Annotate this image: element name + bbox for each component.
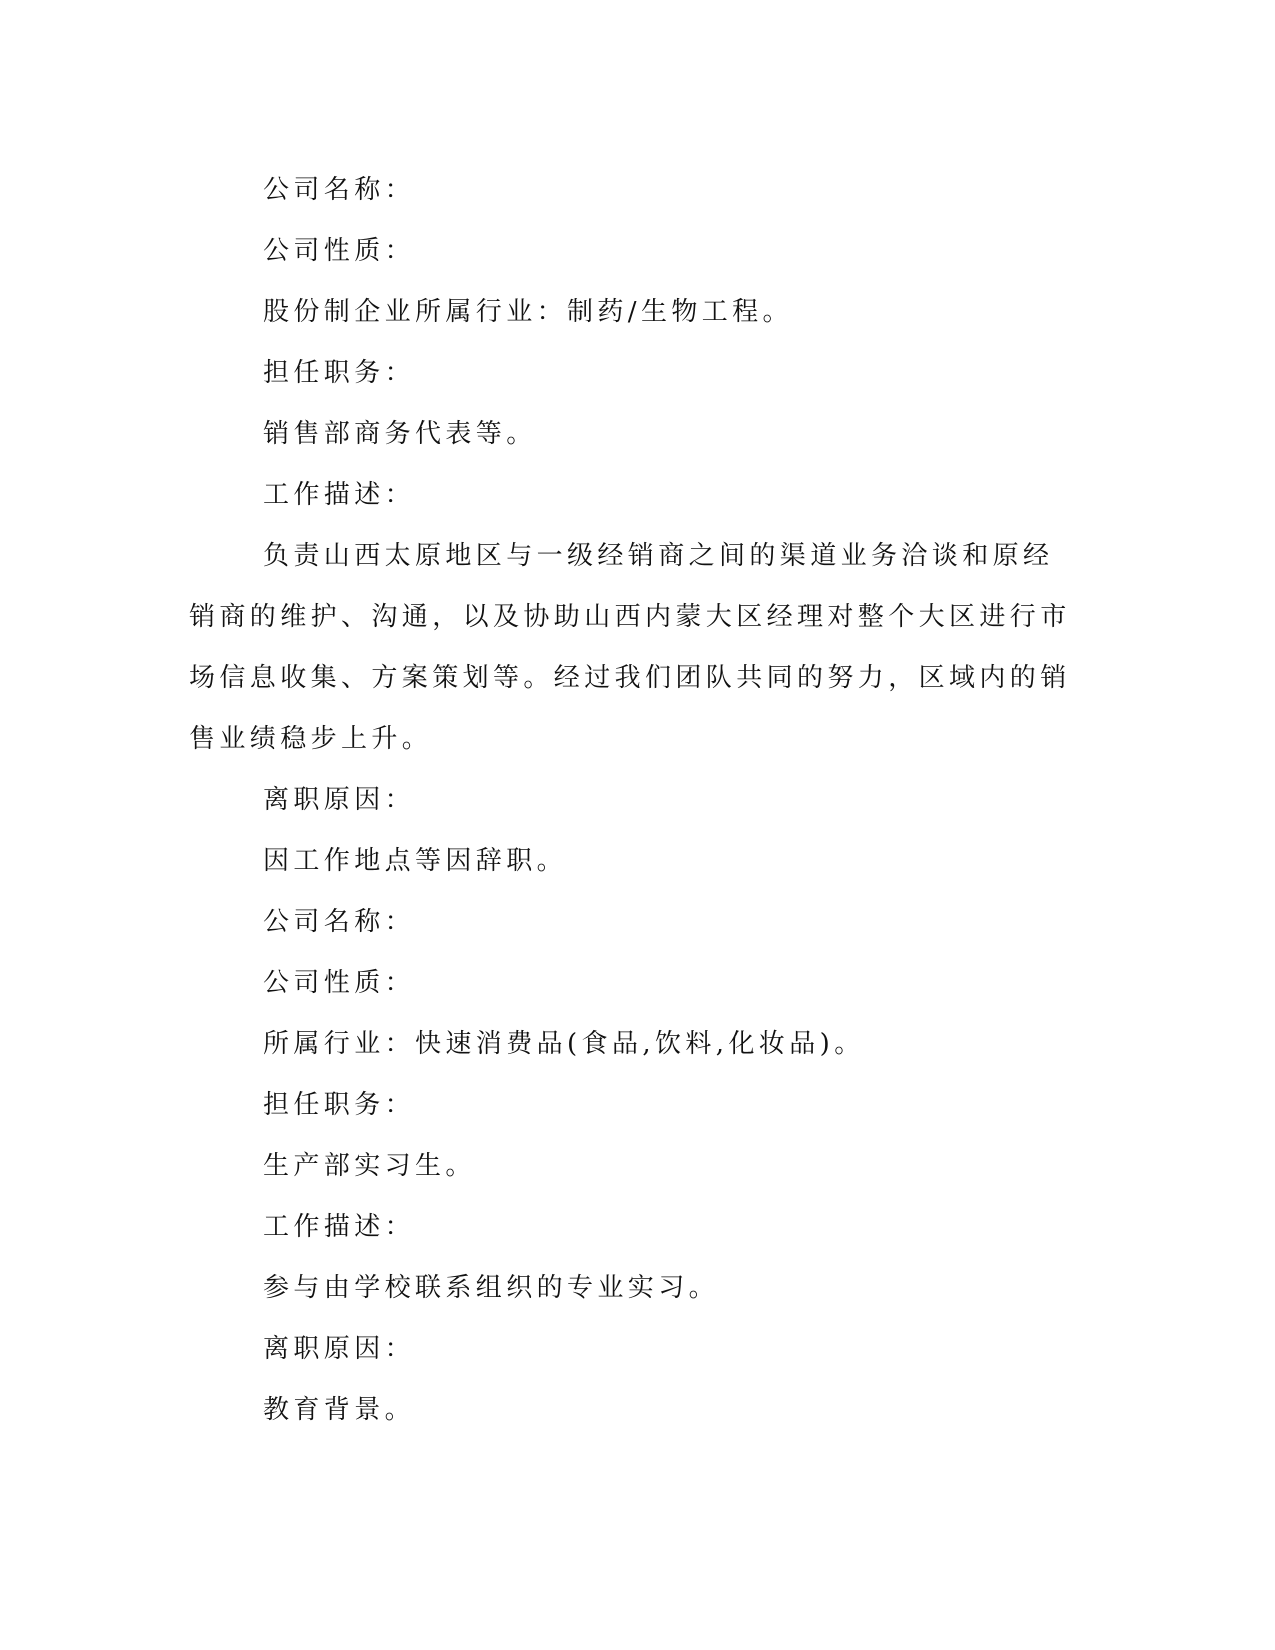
label-position: 担任职务： — [263, 358, 416, 388]
label-company-type-2: 公司性质： — [263, 968, 416, 998]
education-background-heading: 教育背景。 — [263, 1395, 416, 1425]
label-leaving-reason: 离职原因： — [263, 785, 416, 815]
label-position-2: 担任职务： — [263, 1090, 416, 1120]
label-company-name: 公司名称： — [263, 175, 416, 205]
label-leaving-reason-2: 离职原因： — [263, 1334, 416, 1364]
document-body — [189, 160, 1079, 1441]
position-value-2: 生产部实习生。 — [263, 1151, 476, 1181]
label-company-type: 公司性质： — [263, 236, 416, 266]
position-value: 销售部商务代表等。 — [263, 419, 537, 449]
label-job-description: 工作描述： — [263, 480, 416, 510]
company-industry-2: 所属行业：快速消费品(食品,饮料,化妆品)。 — [263, 1029, 865, 1059]
company-industry: 股份制企业所属行业：制药/生物工程。 — [263, 297, 793, 327]
leaving-reason-value: 因工作地点等因辞职。 — [263, 846, 568, 876]
job-description-text: 负责山西太原地区与一级经销商之间的渠道业务洽谈和原经销商的维护、沟通，以及协助山西内蒙大区经理对整个大区进行市场信息收集、方案策划等。经过我们团队共同的努力，区域内的销售业绩稳步上升。 — [189, 541, 1071, 754]
label-job-description-2: 工作描述： — [263, 1212, 416, 1242]
job-description-text-2: 参与由学校联系组织的专业实习。 — [263, 1273, 720, 1303]
label-company-name-2: 公司名称： — [263, 907, 416, 937]
